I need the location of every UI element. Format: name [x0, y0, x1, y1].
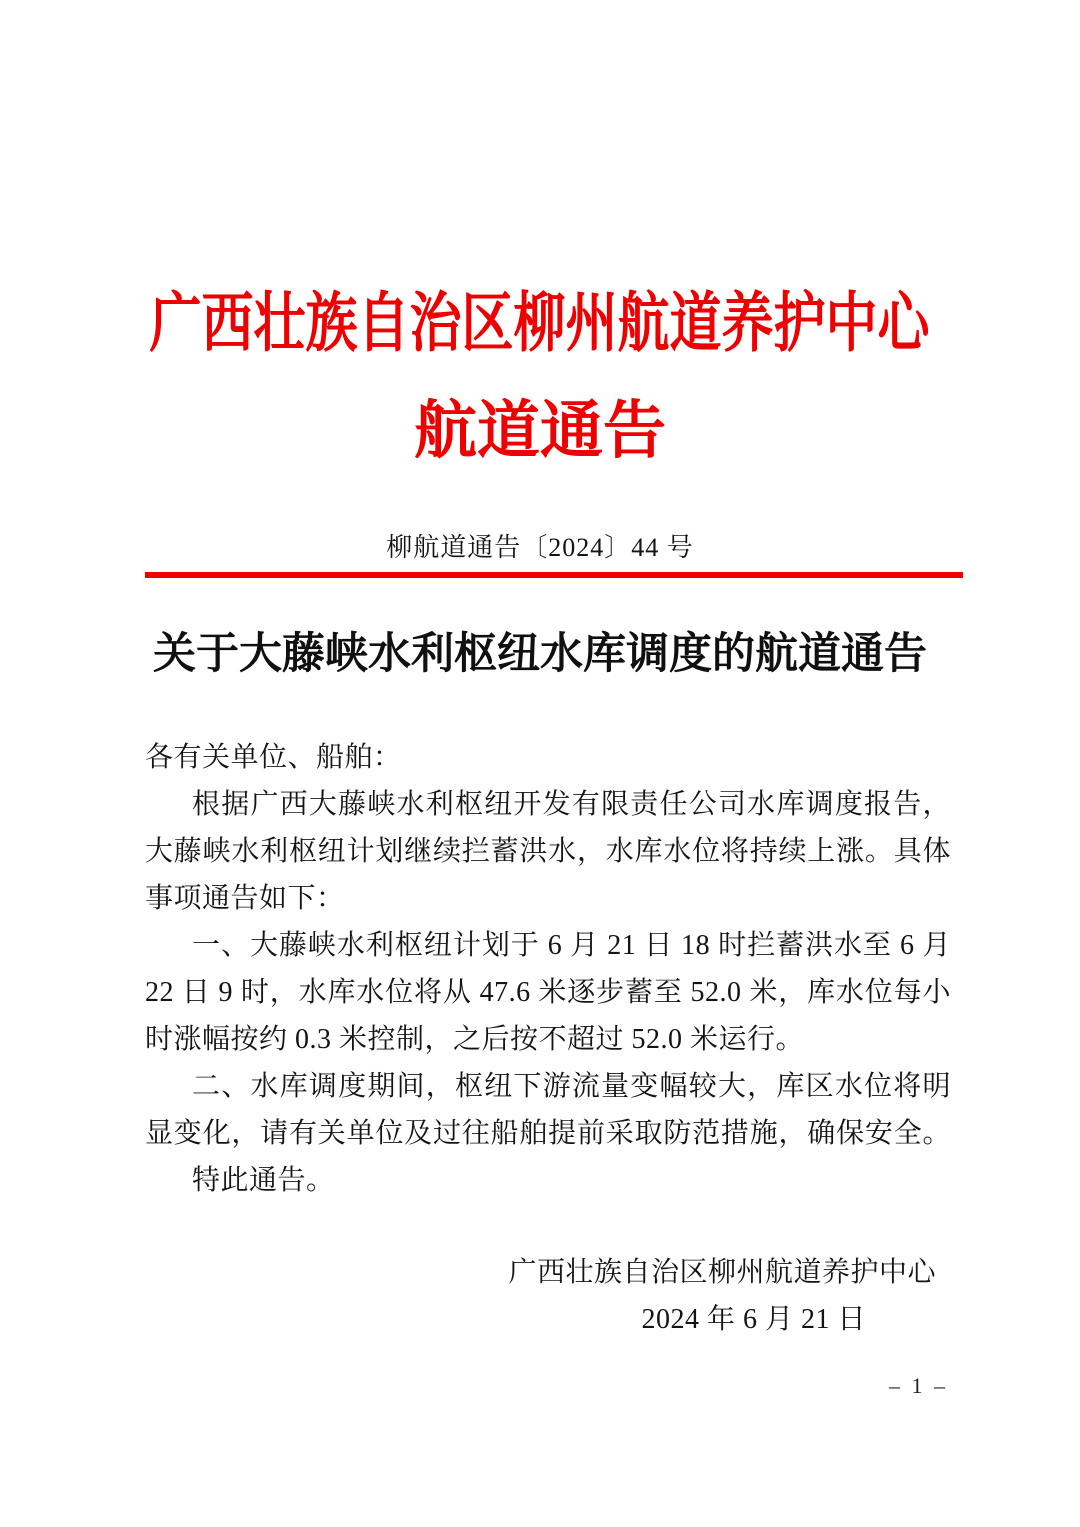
- body-line: 22 日 9 时，水库水位将从 47.6 米逐步蓄至 52.0 米，库水位每小: [145, 977, 951, 1008]
- body-line: 二、水库调度期间，枢纽下游流量变幅较大，库区水位将明: [192, 1071, 951, 1102]
- body-line: 各有关单位、船舶：: [145, 742, 402, 773]
- notice-body: [145, 734, 951, 1204]
- body-line: 时涨幅按约 0.3 米控制，之后按不超过 52.0 米运行。: [145, 1024, 805, 1055]
- document-number: 柳航道通告〔2024〕44 号: [386, 533, 694, 562]
- signature-date: 2024 年 6 月 21 日: [641, 1304, 866, 1335]
- body-line: 大藤峡水利枢纽计划继续拦蓄洪水，水库水位将持续上涨。具体: [145, 836, 951, 867]
- page-number: – 1 –: [889, 1373, 948, 1398]
- notice-title: 关于大藤峡水利枢纽水库调度的航道通告: [153, 630, 927, 678]
- body-line: 显变化，请有关单位及过往船舶提前采取防范措施，确保安全。: [145, 1118, 951, 1149]
- letterhead-title-line1: [0, 286, 1080, 359]
- body-line: 一、大藤峡水利枢纽计划于 6 月 21 日 18 时拦蓄洪水至 6 月: [192, 930, 951, 961]
- letterhead-title-line1-text: 广西壮族自治区柳州航道养护中心: [149, 286, 930, 359]
- letterhead-title-line2: 航道通告: [414, 396, 666, 466]
- signature-organization: 广西壮族自治区柳州航道养护中心: [508, 1257, 936, 1288]
- red-divider-rule: [145, 572, 963, 578]
- body-line: 特此通告。: [192, 1165, 335, 1196]
- body-line: 事项通告如下：: [145, 883, 345, 914]
- signature-block: [145, 1249, 951, 1343]
- body-line: 根据广西大藤峡水利枢纽开发有限责任公司水库调度报告，: [192, 789, 951, 820]
